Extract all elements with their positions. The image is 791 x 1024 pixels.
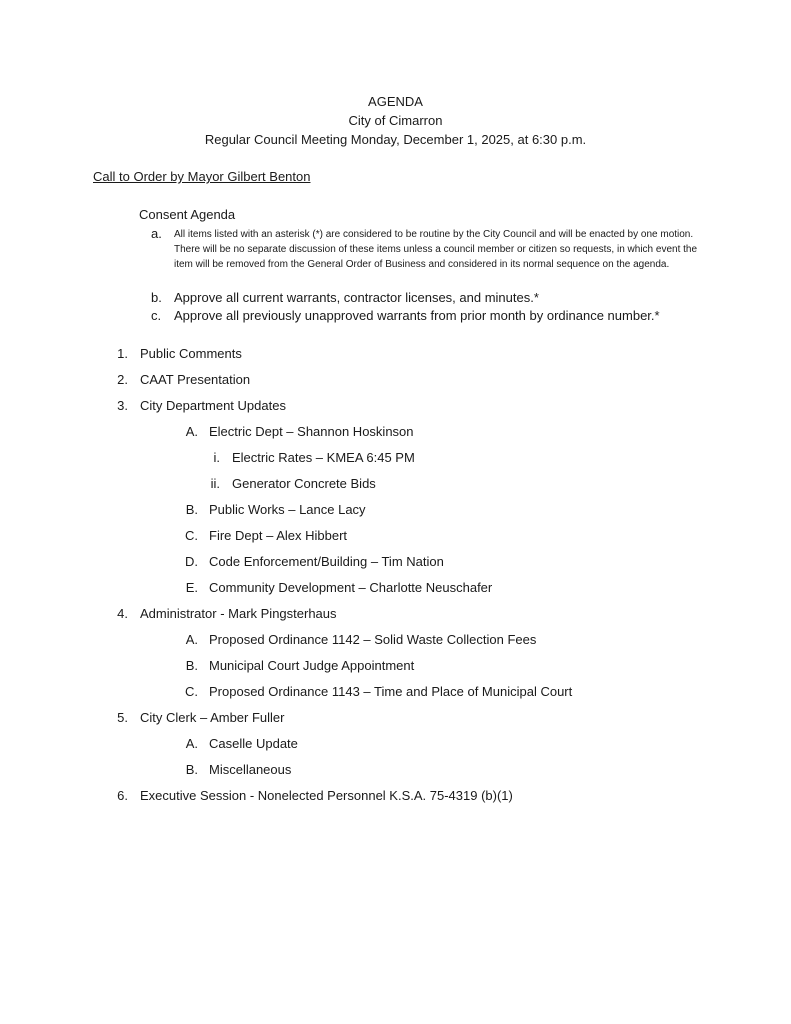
consent-label-b: b.	[151, 290, 162, 305]
subsub-label: ii.	[210, 476, 220, 491]
sub-item: Public Works – Lance Lacy	[209, 502, 366, 517]
agenda-item: CAAT Presentation	[140, 372, 251, 387]
sub-label: C.	[185, 528, 198, 543]
consent-label-a: a.	[151, 226, 162, 241]
consent-label-c: c.	[151, 308, 162, 323]
sub-item: Proposed Ordinance 1143 – Time and Place of Municipal Court	[209, 684, 573, 699]
sub-label: A.	[185, 424, 198, 439]
sub-item: Municipal Court Judge Appointment	[209, 658, 415, 673]
sub-label: C.	[185, 684, 198, 699]
agenda-item: City Department Updates	[140, 398, 286, 413]
sub-label: B.	[185, 762, 198, 777]
sub-item: Community Development – Charlotte Neuschafer	[209, 580, 493, 595]
sub-label: B.	[185, 502, 198, 517]
sub-item: Code Enforcement/Building – Tim Nation	[209, 554, 444, 569]
agenda-item: Public Comments	[140, 346, 242, 361]
sub-item: Caselle Update	[209, 736, 298, 751]
agenda-num: 3.	[117, 398, 128, 413]
consent-item-a: All items listed with an asterisk (*) are considered to be routine by the City Council and will be enacted by one motion. There will be no separate discussion of these items unless a council member or citizen so requests, in which event the item will be removed from the General Order of Business and considered in its normal sequence on the agenda.	[174, 229, 698, 270]
sub-item: Electric Dept – Shannon Hoskinson	[209, 424, 414, 439]
meeting-info: Regular Council Meeting Monday, December 1, 2025, at 6:30 p.m.	[204, 132, 587, 147]
page-title: AGENDA	[368, 94, 423, 109]
agenda-item: City Clerk – Amber Fuller	[140, 710, 285, 725]
sub-label: A.	[185, 736, 198, 751]
consent-item-b: Approve all current warrants, contractor licenses, and minutes.*	[174, 290, 539, 305]
call-to-order: Call to Order by Mayor Gilbert Benton	[93, 169, 311, 184]
subsub-item: Electric Rates – KMEA 6:45 PM	[232, 450, 415, 465]
sub-item: Miscellaneous	[209, 762, 292, 777]
agenda-num: 6.	[117, 788, 128, 803]
agenda-item: Executive Session - Nonelected Personnel K.S.A. 75-4319 (b)(1)	[140, 788, 513, 803]
agenda-item: Administrator - Mark Pingsterhaus	[140, 606, 337, 621]
sub-item: Proposed Ordinance 1142 – Solid Waste Collection Fees	[209, 632, 537, 647]
subsub-item: Generator Concrete Bids	[232, 476, 376, 491]
sub-item: Fire Dept – Alex Hibbert	[209, 528, 348, 543]
agenda-num: 5.	[117, 710, 128, 725]
agenda-num: 1.	[117, 346, 128, 361]
agenda-num: 2.	[117, 372, 128, 387]
sub-label: B.	[185, 658, 198, 673]
sub-label: A.	[185, 632, 198, 647]
subsub-label: i.	[213, 450, 220, 465]
sub-label: E.	[185, 580, 198, 595]
consent-heading: Consent Agenda	[139, 207, 236, 222]
city-name: City of Cimarron	[348, 113, 443, 128]
consent-item-c: Approve all previously unapproved warrants from prior month by ordinance number.*	[174, 308, 660, 323]
sub-label: D.	[185, 554, 198, 569]
agenda-num: 4.	[117, 606, 128, 621]
